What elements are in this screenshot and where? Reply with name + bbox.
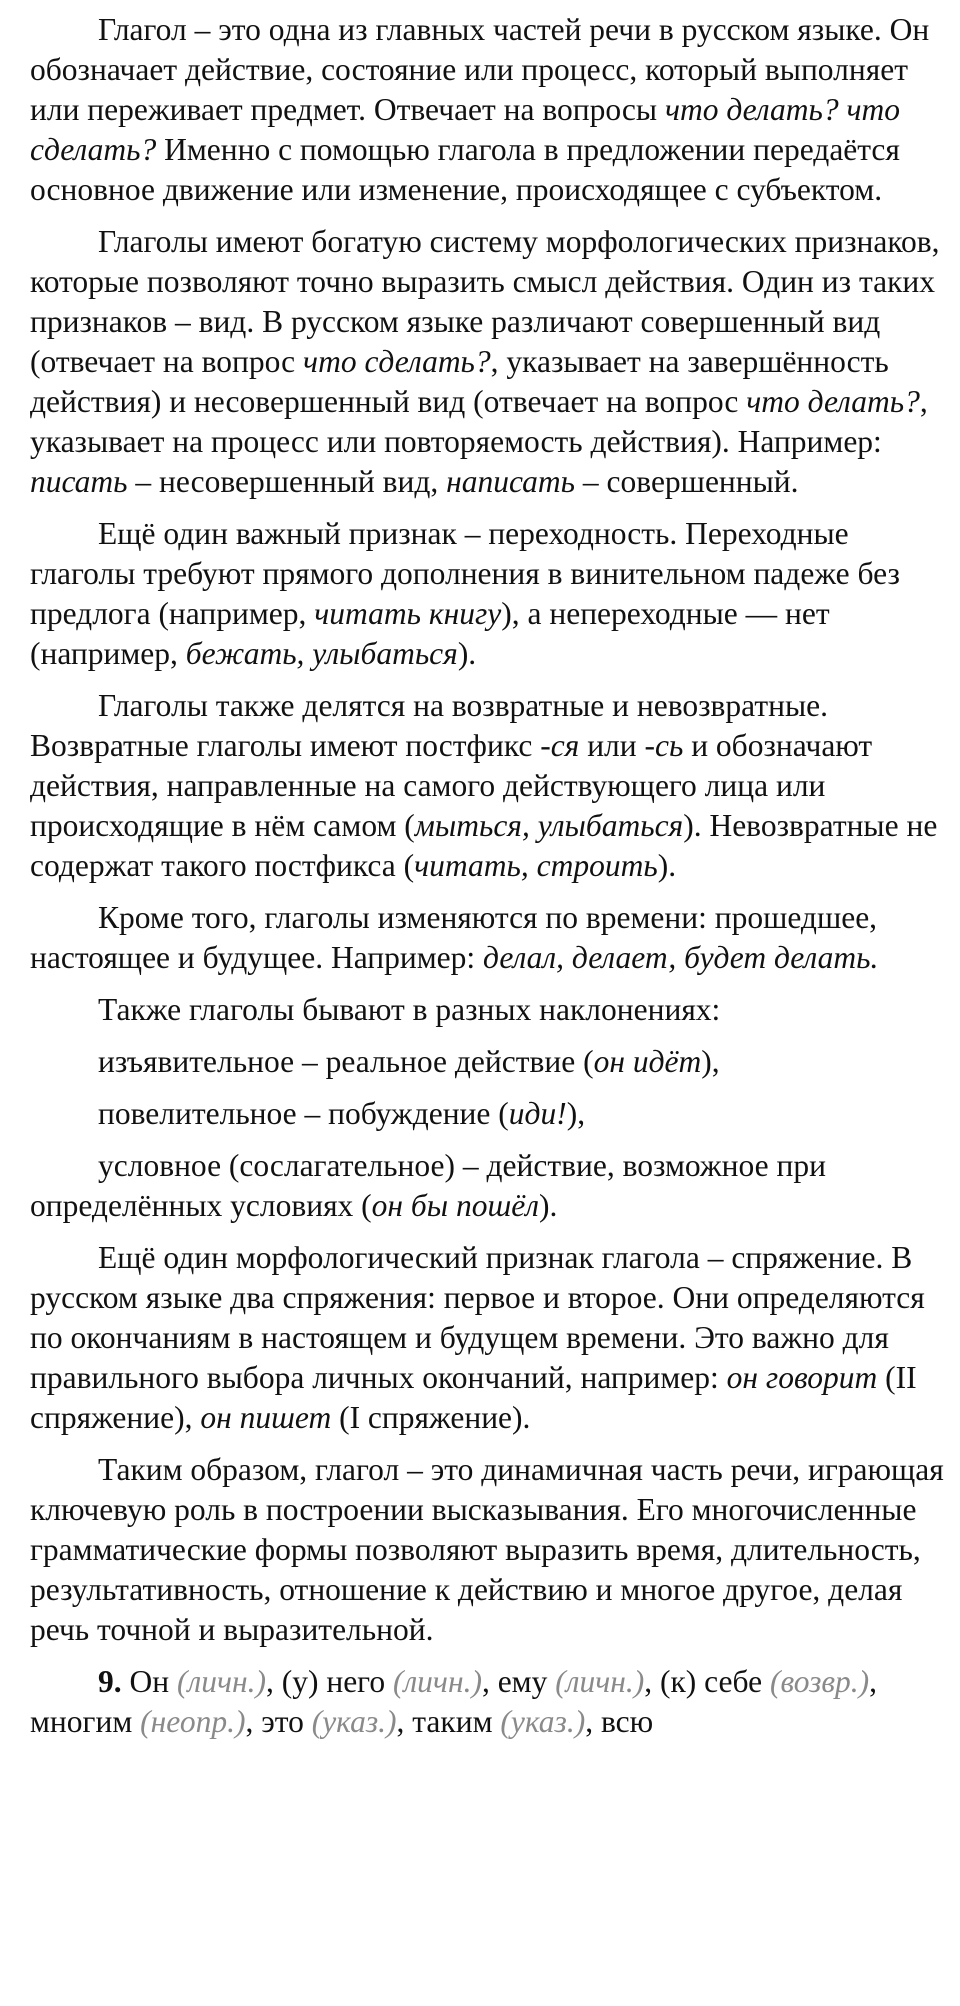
paragraph-conjugation [30, 1238, 944, 1438]
exercise-number: 9. [98, 1664, 122, 1699]
text-run: ), а непереходные — нет (например, [30, 596, 830, 671]
text-run: , многим [30, 1664, 878, 1739]
text-run: изъявительное – реальное действие ( [98, 1044, 594, 1079]
pronoun-category-note: (указ.) [500, 1704, 586, 1739]
text-run: , указывает на завершённость действия) и несовершенный вид (отвечает на вопрос [30, 344, 889, 419]
text-run: ). [457, 636, 477, 671]
text-run: Глаголы также делятся на возвратные и невозвратные. Возвратные глаголы имеют постфикс [30, 688, 828, 763]
italic-example: писать [30, 464, 128, 499]
pronoun-category-note: (неопр.) [140, 1704, 246, 1739]
pronoun-category-note: (личн.) [392, 1664, 482, 1699]
text-run: Он [121, 1664, 177, 1699]
paragraph-moods-intro [30, 990, 944, 1030]
pronoun-category-note: (личн.) [176, 1664, 266, 1699]
italic-example: бежать, улыбаться [185, 636, 458, 671]
text-run: – несовершенный вид, [127, 464, 447, 499]
text-run: Глагол – это одна из главных частей речи в русском языке. Он обозначает действие, состояние или процесс, который выполняет или переживает предмет. Отвечает на вопросы [30, 12, 930, 127]
text-run: Также глаголы бывают в разных наклонениях: [98, 992, 721, 1027]
text-run: и обозначают действия, направленные на самого действующего лица или происходящие в нём самом ( [30, 728, 873, 843]
text-run: Глаголы имеют богатую систему морфологических признаков, которые позволяют точно выразить смысл действия. Один из таких признаков – вид. В русском языке различают совершенный вид (отвечает на вопрос [30, 224, 940, 379]
text-run: повелительное – побуждение ( [98, 1096, 509, 1131]
text-run: Ещё один морфологический признак глагола – спряжение. В русском языке два спряжения: первое и второе. Они определяются по окончаниям в настоящем и будущем времени. Это важно для правильного выбора личных окончаний, например: [30, 1240, 925, 1395]
pronoun-category-note: (возвр.) [769, 1664, 870, 1699]
pronoun-category-note: (указ.) [311, 1704, 397, 1739]
text-run: ), [701, 1044, 720, 1079]
italic-example: иди! [508, 1096, 567, 1131]
text-run: – совершенный. [575, 464, 799, 499]
paragraph-tense [30, 898, 944, 978]
italic-example: мыться, улыбаться [414, 808, 684, 843]
paragraph-aspect [30, 222, 944, 502]
text-run: ). [657, 848, 677, 883]
italic-example: читать книгу [314, 596, 502, 631]
italic-example: делал, делает, будет делать. [483, 940, 879, 975]
text-run: , указывает на процесс или повторяемость действия). Например: [30, 384, 928, 459]
text-run: Таким образом, глагол – это динамичная часть речи, играющая ключевую роль в построении высказывания. Его многочисленные грамматические формы позволяют выразить время, длительность, результативность, отношение к действию и многое другое, делая речь точной и выразительной. [30, 1452, 944, 1647]
text-run: , всю [585, 1704, 654, 1739]
text-run: (II спряжение), [30, 1360, 917, 1435]
text-run: Кроме того, глаголы изменяются по времени: прошедшее, настоящее и будущее. Например: [30, 900, 878, 975]
italic-example: он пишет [200, 1400, 332, 1435]
text-run: , таким [396, 1704, 501, 1739]
italic-example: читать, строить [414, 848, 658, 883]
italic-example: -сь [644, 728, 684, 763]
paragraph-mood-imperative [30, 1094, 944, 1134]
italic-example: что делать? [746, 384, 920, 419]
text-run: , (у) него [265, 1664, 393, 1699]
italic-example: написать [446, 464, 576, 499]
italic-example: он говорит [726, 1360, 878, 1395]
italic-example: что сделать? [303, 344, 491, 379]
text-run: , ему [481, 1664, 556, 1699]
italic-example: он идёт [593, 1044, 702, 1079]
pronoun-category-note: (личн.) [555, 1664, 645, 1699]
paragraph-conclusion [30, 1450, 944, 1650]
text-run: Ещё один важный признак – переходность. Переходные глаголы требуют прямого дополнения в винительном падеже без предлога (например, [30, 516, 900, 631]
text-run: ), [566, 1096, 586, 1131]
text-run: Именно с помощью глагола в предложении передаётся основное движение или изменение, происходящее с субъектом. [30, 132, 900, 207]
paragraph-mood-conditional [30, 1146, 944, 1226]
paragraph-reflexivity [30, 686, 944, 886]
text-run: , это [245, 1704, 312, 1739]
paragraph-verb-definition [30, 10, 944, 210]
text-run: , (к) себе [644, 1664, 770, 1699]
exercise-9-answer [30, 1662, 944, 1742]
paragraph-transitivity [30, 514, 944, 674]
text-run: ). [538, 1188, 558, 1223]
italic-example: -ся [540, 728, 580, 763]
text-run: или [579, 728, 645, 763]
italic-example: он бы пошёл [371, 1188, 539, 1223]
paragraph-mood-indicative [30, 1042, 944, 1082]
text-run: условное (сослагательное) – действие, возможное при определённых условиях ( [30, 1148, 826, 1223]
text-run: ). Невозвратные не содержат такого постфикса ( [30, 808, 938, 883]
text-run: (I спряжение). [331, 1400, 531, 1435]
italic-example: что делать? что сделать? [30, 92, 900, 167]
